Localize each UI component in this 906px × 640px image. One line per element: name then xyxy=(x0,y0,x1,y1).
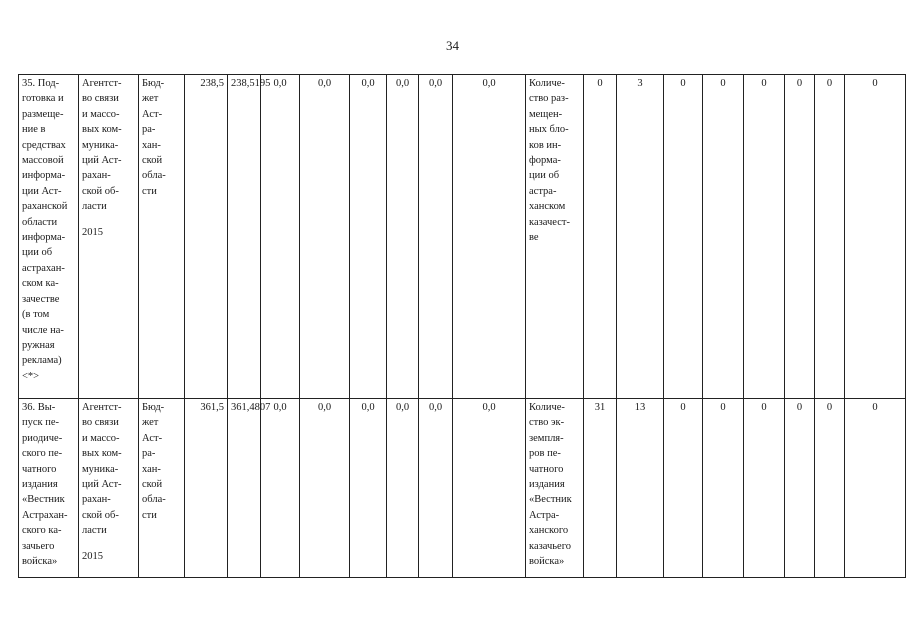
executor-cell: Агентст- во связи и массо- вых ком- муника- ций Аст- рахан- ской об- ласти 2015 xyxy=(79,75,139,399)
indicator-value-cell: 0 xyxy=(845,399,906,578)
indicator-value-cell: 0 xyxy=(664,75,703,399)
year-label: 2015 xyxy=(82,226,103,238)
amount-cell: 0,0 xyxy=(453,75,526,399)
table-row xyxy=(19,75,906,399)
indicator-value-cell: 0 xyxy=(785,399,815,578)
amount-cell: 0,0 xyxy=(387,75,419,399)
amount-cell: 0,0 xyxy=(300,399,350,578)
indicator-value-cell: 0 xyxy=(703,399,744,578)
page-number: 34 xyxy=(446,38,459,53)
amount-cell: 0,0 xyxy=(300,75,350,399)
amount-cell: 0,0 xyxy=(350,75,387,399)
funding-source-cell: Бюд- жет Аст- ра- хан- ской обла- сти xyxy=(139,75,185,399)
total-amount-cell: 238,5 xyxy=(185,75,228,399)
amount-cell: 0,0 xyxy=(419,399,453,578)
amount-cell: 0,0 xyxy=(261,75,300,399)
indicator-value-cell: 0 xyxy=(703,75,744,399)
indicator-cell: Количе- ство эк- земпля- ров пе- чатного издания «Вестник Астра- ханского казачьего войска» xyxy=(526,399,584,578)
indicator-value-cell: 3 xyxy=(617,75,664,399)
funding-source-cell: Бюд- жет Аст- ра- хан- ской обла- сти xyxy=(139,399,185,578)
executor-cell: Агентст- во связи и массо- вых ком- муника- ций Аст- рахан- ской об- ласти 2015 xyxy=(79,399,139,578)
indicator-value-cell: 0 xyxy=(744,399,785,578)
amount-cell: 0,0 xyxy=(350,399,387,578)
activity-cell: 35. Под- готовка и размеще- ние в средствах массовой информа- ции Аст- раханской области информа- ции об астрахан- ском ка- зачестве (в том числе на- ружная реклама) <*> xyxy=(19,75,79,399)
indicator-value-cell: 0 xyxy=(744,75,785,399)
indicator-cell: Количе- ство раз- мещен- ных бло- ков ин- форма- ции об астра- ханском казачест- ве xyxy=(526,75,584,399)
amount-cell: 0,0 xyxy=(453,399,526,578)
indicator-value-cell: 0 xyxy=(845,75,906,399)
indicator-value-cell: 13 xyxy=(617,399,664,578)
indicator-value-cell: 0 xyxy=(815,399,845,578)
indicator-value-cell: 0 xyxy=(584,75,617,399)
amount-cell: 0,0 xyxy=(261,399,300,578)
year-label: 2015 xyxy=(82,550,103,562)
total-amount-cell: 361,5 xyxy=(185,399,228,578)
program-table xyxy=(18,74,906,578)
indicator-value-cell: 0 xyxy=(664,399,703,578)
total-detail-cell: 361,4807 xyxy=(228,399,261,578)
total-detail-cell: 238,5195 xyxy=(228,75,261,399)
indicator-value-cell: 0 xyxy=(815,75,845,399)
amount-cell: 0,0 xyxy=(387,399,419,578)
activity-cell: 36. Вы- пуск пе- риодиче- ского пе- чатного издания «Вестник Астрахан- ского ка- зачьего войска» xyxy=(19,399,79,578)
table-row xyxy=(19,399,906,578)
indicator-value-cell: 31 xyxy=(584,399,617,578)
amount-cell: 0,0 xyxy=(419,75,453,399)
indicator-value-cell: 0 xyxy=(785,75,815,399)
